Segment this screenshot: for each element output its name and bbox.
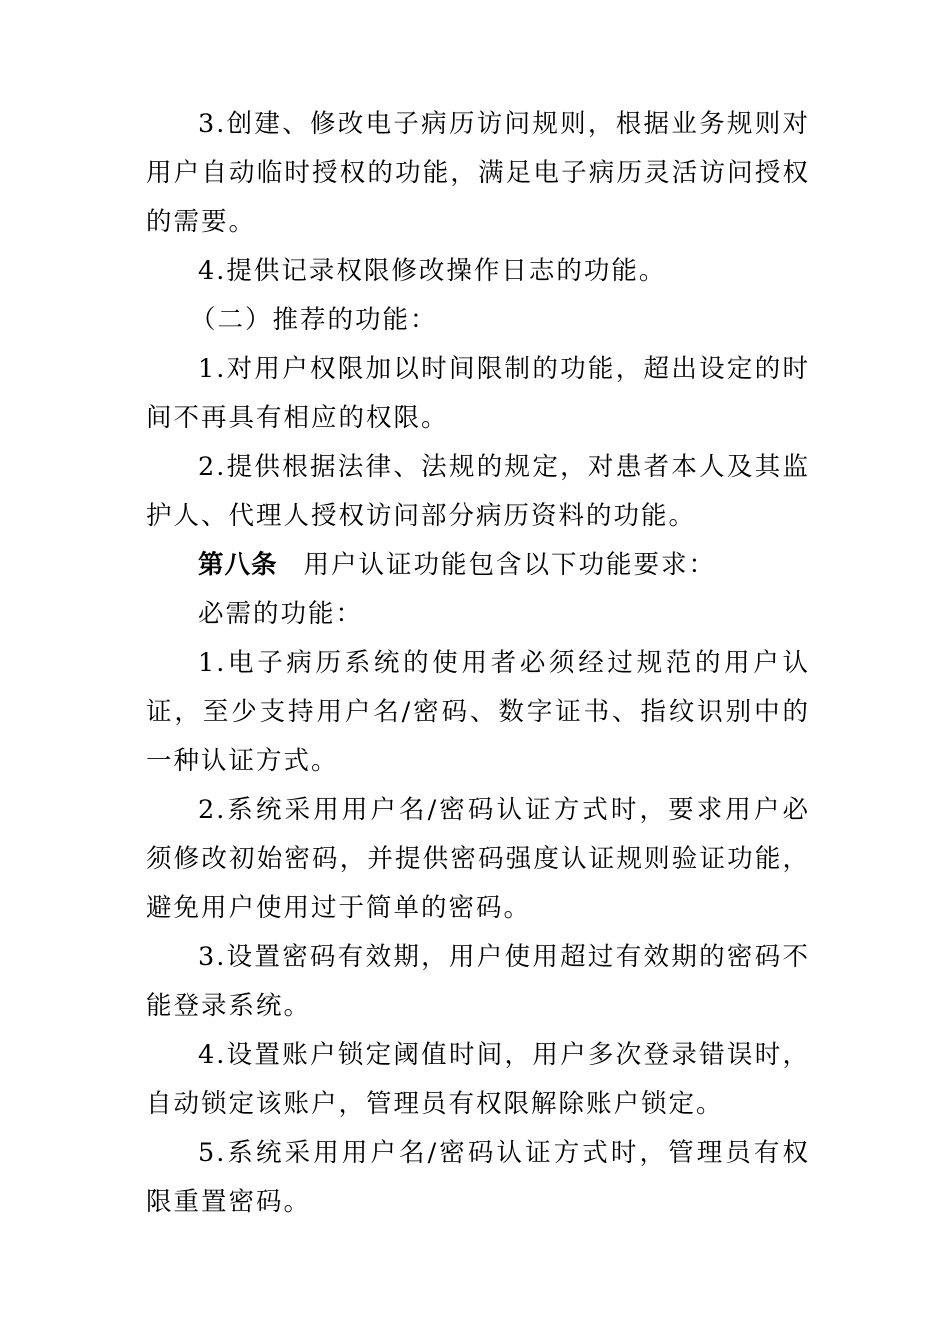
paragraph-item-2-authorized-access: 2.提供根据法律、法规的规定，对患者本人及其监护人、代理人授权访问部分病历资料的功能。 [146,452,810,531]
article-eight [146,541,810,590]
article-text: 用户认证功能包含以下功能要求： [303,550,717,580]
paragraph-item-5-password-reset: 5.系统采用用户名/密码认证方式时，管理员有权限重置密码。 [146,1138,810,1217]
paragraph-item-1-time-limit: 1.对用户权限加以时间限制的功能，超出设定的时间不再具有相应的权限。 [146,354,810,433]
paragraph-item-4-permission-log: 4.提供记录权限修改操作日志的功能。 [198,256,667,286]
section-heading-recommended: （二）推荐的功能： [190,305,438,335]
paragraph-item-1-user-auth: 1.电子病历系统的使用者必须经过规范的用户认证，至少支持用户名/密码、数字证书、指纹识别中的一种认证方式。 [146,648,810,776]
article-heading: 第八条 [198,550,278,580]
paragraph-item-3-access-rules: 3.创建、修改电子病历访问规则，根据业务规则对用户自动临时授权的功能，满足电子病历灵活访问授权的需要。 [146,109,810,237]
paragraph-item-3-password-expiry: 3.设置密码有效期，用户使用超过有效期的密码不能登录系统。 [146,942,810,1021]
paragraph-item-4-account-lockout: 4.设置账户锁定阈值时间，用户多次登录错误时，自动锁定该账户，管理员有权限解除账户锁定。 [146,1040,810,1119]
section-heading-required: 必需的功能： [198,599,364,629]
document-page [146,100,810,1227]
paragraph-item-2-password-strength: 2.系统采用用户名/密码认证方式时，要求用户必须修改初始密码，并提供密码强度认证规则验证功能，避免用户使用过于简单的密码。 [146,795,810,923]
